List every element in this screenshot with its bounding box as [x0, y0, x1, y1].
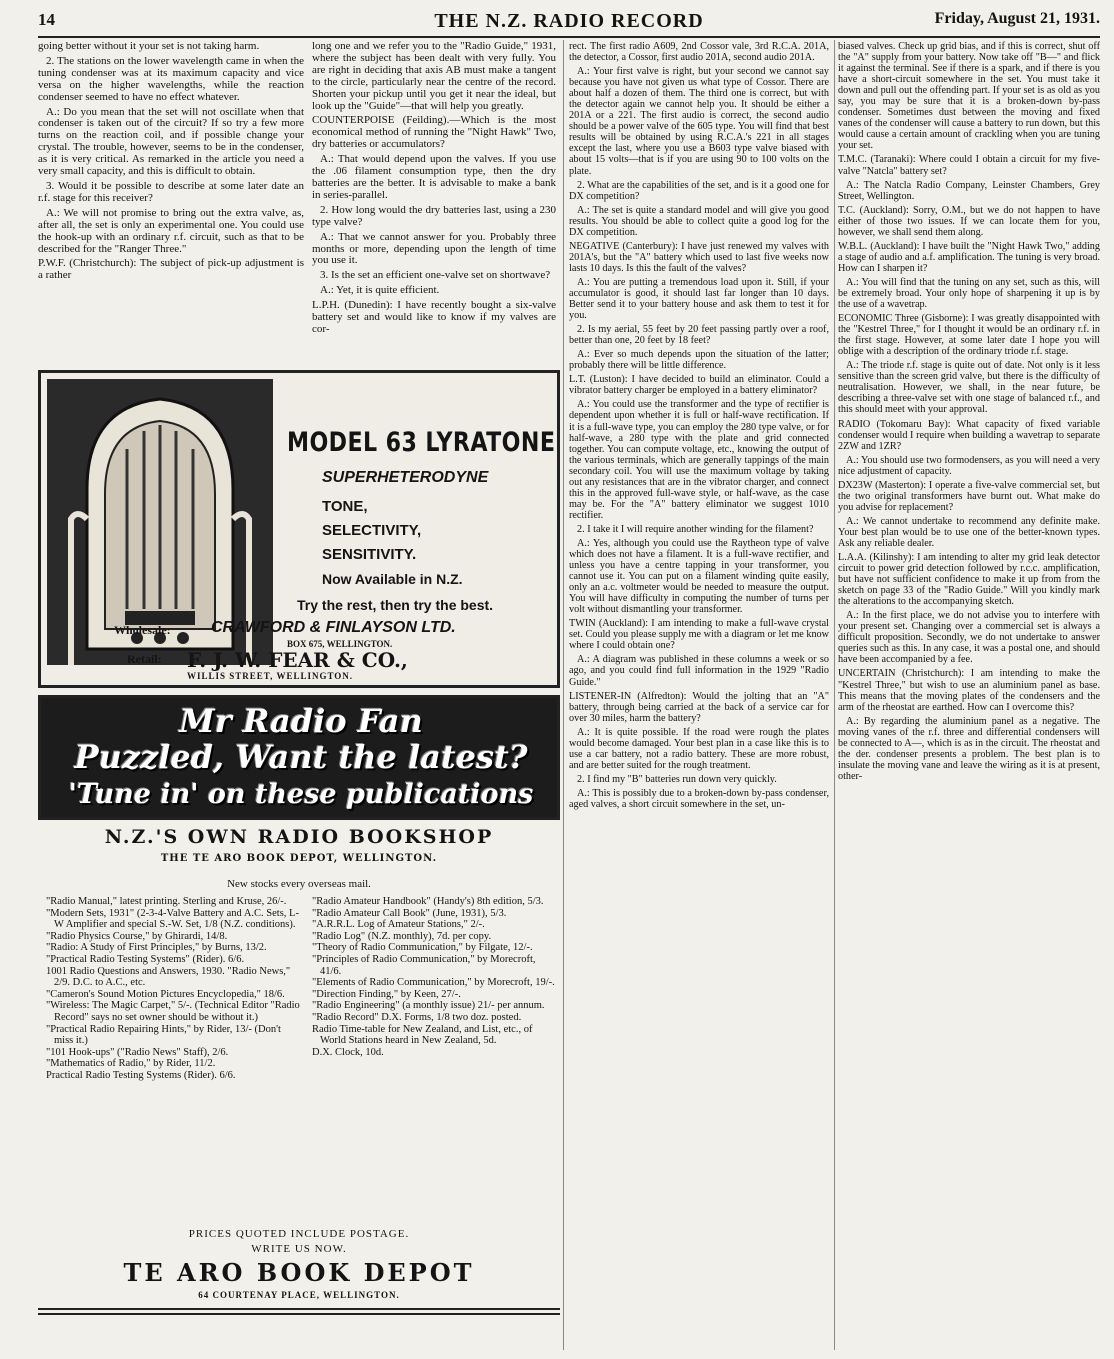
- paragraph: A.: We cannot undertake to recommend any definite make. Your best plan would be to use one of the better-known types. Ask any reliable dealer.: [838, 515, 1100, 549]
- paragraph: A.: The triode r.f. stage is quite out of date. Not only is it less sensitive than the screen grid valve, but there is the difficulty of neutralisation. However, we shall, in the near future, be describing a three-valve set with one stage of balanced r.f., and this should meet with your approval.: [838, 360, 1100, 416]
- query-paragraph: W.B.L. (Auckland): I have built the "Night Hawk Two," adding a stage of audio and a.f. amplification. The tuning is very broad. How can I sharpen it?: [838, 240, 1100, 274]
- advert-headline: MODEL 63 LYRATONE: [287, 427, 556, 458]
- query-paragraph: L.A.A. (Kilinshy): I am intending to alter my grid leak detector circuit to power grid detection followed by r.c.c. amplification, but have not sufficient confidence to make it up from from the sketch on page 33 of the "Radio Guide." Will you kindly mark the alterations to the accompanying sketch.: [838, 552, 1100, 608]
- book-entry: "Direction Finding," by Keen, 27/-.: [312, 988, 461, 1000]
- query-paragraph: DX23W (Masterton): I operate a five-valve commercial set, but the two original transformers have burnt out. What make do you advise for replacement?: [838, 479, 1100, 513]
- book-entry: Practical Radio Testing Systems (Rider). 6/6.: [46, 1069, 236, 1081]
- footer-rule: [38, 1313, 560, 1315]
- publication-title: THE N.Z. RADIO RECORD: [434, 10, 704, 32]
- paragraph: A.: Your first valve is right, but your second we cannot say because you have not given us what type of Cossor. There are about half a dozen of them. The third one is correct, but with the detector again we cannot help you. It should be either a 201A or a 221. The first audio is correct, the second audio should be a power valve of the 605 type. You will find that best results will be obtained by using R.C.A.'s 221 in all stages except the last, where you use a B603 type valve biased with about 15 volts—that is if you are using 90 to 100 volts on the plate.: [569, 66, 829, 177]
- query-paragraph: ECONOMIC Three (Gisborne): I was greatly disappointed with the "Kestrel Three," for I thought it would be an ordinary r.f. in the first stage. However, at some later date I hope you will oblige with a description of the ordinary triode r.f. stage.: [838, 313, 1100, 358]
- banner-line-3: 'Tune in' on these publications: [68, 779, 534, 810]
- book-entry: "Radio Manual," latest printing. Sterling and Kruse, 26/-.: [46, 896, 287, 907]
- paragraph: A.: The set is quite a standard model and will give you good results. You should be able to collect quite a good log for the DX competition.: [569, 204, 829, 238]
- paragraph: long one and we refer you to the "Radio Guide," 1931, where the subject has been dealt with very fully. You are right in deciding that axis AB must make a tangent to the circle, particularly near the centre of the record. Shorten your pickup until you get it near the ideal, but look up the "Guide"—that will help you greatly.: [312, 41, 556, 112]
- book-entry: "Mathematics of Radio," by Rider, 11/2.: [46, 1058, 216, 1070]
- issue-date: Friday, August 21, 1931.: [934, 10, 1100, 27]
- bookshop-banner: [38, 695, 560, 820]
- paragraph: A.: By regarding the aluminium panel as a negative. The moving vanes of the r.f. three and differential condensers will be connected to A—, which is as in the circuit. The rheostat and the der. condenser presents a problem. The best plan is to insulate the moving vane and leave the wiring as it is at present, other-: [838, 715, 1100, 782]
- book-entry: "Elements of Radio Communication," by Morecroft, 19/-.: [312, 977, 555, 989]
- bookshop-name: N.Z.'S OWN RADIO BOOKSHOP: [104, 826, 494, 848]
- query-paragraph: L.T. (Luston): I have decided to build an eliminator. Could a vibrator battery charger be employed in a battery eliminator?: [569, 374, 829, 397]
- query-paragraph: UNCERTAIN (Christchurch): I am intending to make the "Kestrel Three," but wish to use an aluminium panel as base. This means that the moving plates of the condensers and the arm of the rheostat are earthed. How can I overcome this?: [838, 668, 1100, 713]
- paragraph: A.: A diagram was published in these columns a week or so ago, and you could find full information in the 1929 "Radio Guide.": [569, 654, 829, 688]
- paragraph: A.: You will find that the tuning on any set, such as this, will be extremely broad. Your only hope of sharpening it up is by the use of a wavetrap.: [838, 276, 1100, 311]
- column-divider: [834, 40, 835, 1350]
- book-entry: "Radio Log" (N.Z. monthly), 7d. per copy.: [312, 930, 492, 942]
- depot-name: TE ARO BOOK DEPOT: [123, 1258, 475, 1287]
- wholesaler-address: BOX 675, WELLINGTON.: [287, 639, 393, 649]
- book-entry: "Modern Sets, 1931" (2-3-4-Valve Battery and A.C. Sets, L-W Amplifier and special S.-W. Set, 1/8 (N.Z. conditions).: [46, 907, 299, 931]
- book-entry: "Practical Radio Repairing Hints," by Rider, 13/- (Don't miss it.): [46, 1023, 281, 1047]
- book-entry: "Radio Amateur Call Book" (June, 1931), 5/3.: [312, 907, 507, 919]
- paragraph: biased valves. Check up grid bias, and if this is correct, shut off the "A" supply from your battery. Now take off "B—" and flick it against the terminal. See if there is a spark, and if there is you have a short-circuit somewhere in the set. You must take it down and pull out the offending part. If your set is as old as you say, you may be sure that it is a broken-down by-pass condenser. Sometimes dust between the moving and fixed vanes of the condenser will cause a battery to run down, but this would cause a certain amount of crackling when you are tuning your set.: [838, 41, 1100, 152]
- paragraph: A.: That we cannot answer for you. Probably three months or more, depending upon the length of time you use it.: [312, 230, 556, 267]
- paragraph: 2. How long would the dry batteries last, using a 230 type valve?: [312, 203, 556, 228]
- paragraph: A.: That would depend upon the valves. If you use the .06 filament consumption type, then the dry batteries are the better. It is advisable to make a bank in series-parallel.: [312, 153, 556, 201]
- advert-slogan: Try the rest, then try the best.: [297, 597, 494, 613]
- paragraph: 2. I take it I will require another winding for the filament?: [577, 523, 814, 535]
- query-paragraph: RADIO (Tokomaru Bay): What capacity of fixed variable condenser would I require when building a wavetrap to separate 2ZW and 1ZR?: [838, 418, 1100, 452]
- paragraph: A.: You could use the transformer and the type of rectifier is dependent upon whether it is full or half-wave rectification. If it is a full-wave type, you can employ the 280 type valve, or for half-wave, a 280 type with the plate and grid connected together. You can compute voltage, etc., knowing the output of the various terminals, which are generally tappings of the main secondary coil. You will use the maximum voltage by taking out any resistances that are in the vibrator charger, and connect this in the approved full-wave style, or half-wave, as the case may be. For the "A" battery eliminator we suggest 1010 rectifier.: [569, 399, 829, 521]
- paragraph: A.: You are putting a tremendous load upon it. Still, if your accumulator is good, it should last far longer than 10 days. Better send it to your battery house and ask them to test it for you.: [569, 276, 829, 322]
- book-entry: "A.R.R.L. Log of Amateur Stations," 2/-.: [312, 919, 485, 931]
- query-paragraph: TWIN (Auckland): I am intending to make a full-wave crystal set. Could you please supply me with a diagram or let me know where I could obtain one?: [569, 618, 829, 652]
- column-divider: [563, 40, 564, 1350]
- depot-address: 64 COURTENAY PLACE, WELLINGTON.: [198, 1290, 400, 1300]
- column-4: [838, 41, 1100, 1353]
- paragraph: A.: In the first place, we do not advise you to interfere with your present set. Changing over a commercial set is always a difficult proposition. Secondly, we do not undertake to answer queries such as this. In any case, it was a postal one, and should have been accompanied by a fee.: [838, 610, 1100, 666]
- paragraph: rect. The first radio A609, 2nd Cossor vale, 3rd R.C.A. 201A, the detector, a Cossor, first audio 201A, second audio 201A.: [569, 41, 829, 64]
- page-header: [38, 6, 1100, 32]
- page-number: 14: [38, 10, 55, 29]
- book-list-right: [312, 896, 556, 1086]
- banner-line-2: Puzzled, Want the latest?: [74, 738, 528, 776]
- paragraph: A.: We will not promise to bring out the extra valve, as, after all, the set is only an experimental one. You could use the hook-up with an ordinary r.f. circuit, such as that to be described for the "Ranger Three.": [38, 206, 304, 255]
- book-entry: "Practical Radio Testing Systems" (Rider). 6/6.: [46, 953, 245, 965]
- book-entry: "Radio Physics Course," by Ghirardi, 14/8.: [46, 930, 228, 942]
- footer-rule: [38, 1308, 560, 1310]
- advert-subhead: SUPERHETERODYNE: [322, 469, 489, 486]
- paragraph: 3. Would it be possible to describe at some later date an r.f. stage for this receiver?: [38, 179, 304, 204]
- paragraph: A.: You should use two formodensers, as you will need a very nice adjustment of capacity.: [838, 454, 1100, 477]
- book-entry: D.X. Clock, 10d.: [312, 1046, 384, 1058]
- paragraph: A.: Do you mean that the set will not oscillate when that condenser is taken out of the circuit? If so try a few more turns on the reaction coil, and if possible change your crystal. The trouble, however, seems to be in the condenser, as it is very critical. As remarked in the article you need a very small capacity, and this is difficult to obtain.: [38, 105, 304, 178]
- book-entry: "Cameron's Sound Motion Pictures Encyclopedia," 18/6.: [46, 988, 285, 1000]
- query-paragraph: LISTENER-IN (Alfredton): Would the jolting that an "A" battery, through being carried at the back of a service car for over 30 miles, harm the battery?: [569, 690, 829, 724]
- paragraph: 2. I find my "B" batteries run down very quickly.: [577, 773, 777, 785]
- book-entry: "Radio Amateur Handbook" (Handy's) 8th edition, 5/3.: [312, 896, 544, 907]
- banner-line-1: Mr Radio Fan: [179, 702, 423, 740]
- paragraph: A.: Ever so much depends upon the situation of the latter; probably there will be little difference.: [569, 349, 829, 372]
- paragraph: 2. Is my aerial, 55 feet by 20 feet passing partly over a roof, better than one, 20 feet by 18 feet?: [569, 324, 829, 347]
- query-paragraph: T.C. (Auckland): Sorry, O.M., but we do not happen to have either of those two issues. If we can locate them for you, however, we shall send them along.: [838, 204, 1100, 238]
- book-entry: Radio Time-table for New Zealand, and List, etc., of World Stations heard in New Zealand, 5d.: [312, 1023, 533, 1047]
- availability-note: Now Available in N.Z.: [322, 571, 463, 587]
- book-entry: "Theory of Radio Communication," by Filgate, 12/-.: [312, 942, 533, 954]
- write-note: WRITE US NOW.: [251, 1243, 347, 1255]
- paragraph: A.: Yet, it is quite efficient.: [320, 284, 440, 297]
- paragraph: 2. The stations on the lower wavelength came in when the tuning condenser was at its maximum capacity and vice versa on the higher wavelengths, while the reaction condenser seemed to have no effect whatever.: [38, 54, 304, 103]
- query-paragraph: NEGATIVE (Canterbury): I have just renewed my valves with 201A's, but the "A" battery which used to last five weeks now lasts 10 days. Is this the fault of the valves?: [569, 240, 829, 274]
- book-entry: "Radio: A Study of First Principles," by Burns, 13/2.: [46, 942, 267, 954]
- paragraph: 3. Is the set an efficient one-valve set on shortwave?: [320, 269, 551, 282]
- feature-sensitivity: SENSITIVITY.: [322, 546, 417, 563]
- header-rule: [38, 36, 1100, 38]
- feature-selectivity: SELECTIVITY,: [322, 522, 422, 539]
- retail-label: Retail:: [127, 652, 162, 666]
- bookshop-subtitle: THE TE ARO BOOK DEPOT, WELLINGTON.: [160, 853, 438, 864]
- book-entry: "Radio Engineering" (a monthly issue) 21/- per annum.: [312, 1000, 545, 1012]
- paragraph: A.: Yes, although you could use the Raytheon type of valve which does not have a filament. It is a full-wave rectifier, and unless you have a centre tapping in your transformer, you cannot use it. You can put on a filament winding quite easily, only an a.c. voltmeter would be needed to measure the output. You will have difficulty in computing the number of turns per volt without dismantling your transformer.: [569, 537, 829, 616]
- prices-note: PRICES QUOTED INCLUDE POSTAGE.: [188, 1228, 410, 1240]
- paragraph: going better without it your set is not taking harm.: [38, 41, 260, 52]
- paragraph: 2. What are the capabilities of the set, and is it a good one for DX competition?: [569, 179, 829, 202]
- column-1: [38, 41, 304, 368]
- paragraph: A.: The Natcla Radio Company, Leinster Chambers, Grey Street, Wellington.: [838, 179, 1100, 202]
- column-2: [312, 41, 556, 368]
- query-paragraph: COUNTERPOISE (Feilding).—Which is the most economical method of running the "Night Hawk" Two, dry batteries or accumulators?: [312, 114, 556, 151]
- book-entry: 1001 Radio Questions and Answers, 1930. "Radio News," 2/9. D.C. to A.C., etc.: [46, 965, 291, 989]
- book-entry: "Principles of Radio Communication," by Morecroft, 41/6.: [312, 953, 536, 977]
- book-entry: "Radio Record" D.X. Forms, 1/8 two doz. posted.: [312, 1011, 522, 1023]
- lyratone-advert: [38, 370, 560, 688]
- wholesaler-name: CRAWFORD & FINLAYSON LTD.: [211, 619, 456, 636]
- retailer-address: WILLIS STREET, WELLINGTON.: [187, 671, 354, 681]
- retailer-name: F. J. W. FEAR & CO.,: [187, 648, 408, 672]
- book-entry: "101 Hook-ups" ("Radio News" Staff), 2/6.: [46, 1046, 229, 1058]
- paragraph: A.: It is quite possible. If the road were rough the plates would become damaged. Your best plan in a case like this is to use a car battery, not a radio battery. These are more robust, and are better suited for the rough treatment.: [569, 726, 829, 771]
- query-paragraph: T.M.C. (Taranaki): Where could I obtain a circuit for my five-valve "Natcla" battery set?: [838, 154, 1100, 177]
- book-entry: "Wireless: The Magic Carpet," 5/-. (Technical Editor "Radio Record" says no set owner should be without it.): [46, 1000, 300, 1023]
- wholesale-label: Wholesale:: [114, 623, 171, 637]
- paragraph: A.: This is possibly due to a broken-down by-pass condenser, aged valves, a short circuit somewhere in the set, un-: [569, 787, 829, 810]
- feature-tone: TONE,: [322, 498, 368, 515]
- query-paragraph: P.W.F. (Christchurch): The subject of pick-up adjustment is a rather: [38, 257, 304, 282]
- stock-note: New stocks every overseas mail.: [227, 878, 371, 890]
- column-3: [569, 41, 829, 1353]
- book-list-left: [46, 896, 300, 1086]
- query-paragraph: L.P.H. (Dunedin): I have recently bought a six-valve battery set and would like to know if my valves are cor-: [312, 299, 556, 335]
